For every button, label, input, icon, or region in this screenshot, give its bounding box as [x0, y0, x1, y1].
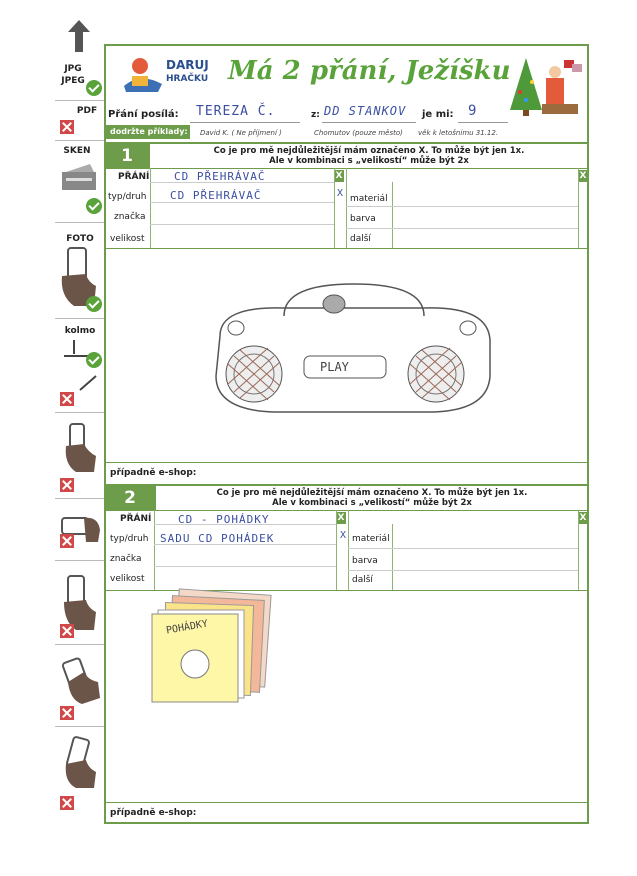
brand-label: značka [114, 212, 146, 222]
city-example: Chomutov (pouze město) [314, 129, 403, 137]
cd-stack-drawing [144, 588, 284, 708]
sidebar-jpeg-label: JPEG [61, 76, 85, 86]
sender-name[interactable]: TEREZA Č. [196, 104, 276, 119]
logo-text-bottom: HRAČKU [166, 74, 209, 84]
page-title: Má 2 přání, Ježíšku [228, 56, 511, 86]
size-label: velikost [110, 234, 145, 244]
cross-icon [60, 478, 74, 492]
check-icon [86, 80, 102, 96]
wish-instruction [160, 488, 584, 508]
color-label: barva [352, 556, 378, 566]
sender-city[interactable]: DD STANKOV [324, 104, 407, 118]
phone-hand-icon [62, 422, 102, 478]
phone-hand-icon [58, 656, 102, 706]
tilted-phone-icon [76, 374, 102, 394]
examples-label: dodržte příklady: [104, 125, 190, 139]
x-column-header: X [337, 513, 345, 523]
cross-icon [60, 120, 74, 134]
phone-hand-icon [62, 736, 102, 792]
sender-age[interactable]: 9 [468, 103, 478, 119]
other-label: další [350, 234, 371, 244]
wish-label: PŘÁNÍ [120, 514, 152, 524]
drawing-label: POHÁDKY [165, 618, 209, 637]
type-value[interactable]: CD PŘEHRÁVAČ [170, 189, 262, 202]
brand-label: značka [110, 554, 142, 564]
name-example: David K. ( Ne příjmení ) [200, 129, 282, 137]
eshop-label: případně e-shop: [110, 468, 197, 478]
city-label: z: [311, 110, 320, 120]
age-example: věk k letošnímu 31.12. [418, 129, 499, 137]
drawing-label: PLAY [320, 360, 349, 374]
age-label: je mi: [422, 109, 454, 120]
wish-number: 2 [104, 486, 156, 510]
gift-logo-icon [118, 52, 168, 96]
type-mark[interactable]: X [337, 188, 345, 199]
cross-icon [60, 706, 74, 720]
wish-value[interactable]: CD - POHÁDKY [178, 513, 270, 526]
material-label: materiál [352, 534, 390, 544]
size-label: velikost [110, 574, 145, 584]
sidebar-kolmo-label: kolmo [64, 326, 96, 336]
sidebar-foto-label: FOTO [66, 234, 94, 244]
material-label: materiál [350, 194, 388, 204]
wish-value[interactable]: CD PŘEHRÁVAČ [174, 170, 266, 183]
x-column-header: X [579, 513, 587, 523]
instruction-line-2: Ale v kombinaci s „velikostí“ může být 2x [269, 156, 469, 166]
arrow-up-icon [68, 20, 90, 52]
sender-label: Přání posílá: [108, 109, 179, 120]
wish-number: 1 [104, 144, 150, 168]
instruction-line-1: Co je pro mě nejdůležitější mám označeno X. To může být jen 1x. [216, 488, 528, 498]
cross-icon [60, 624, 74, 638]
check-icon [86, 352, 102, 368]
x-column-header: X [579, 171, 587, 181]
cross-icon [60, 392, 74, 406]
sidebar-pdf-label: PDF [76, 106, 98, 116]
instruction-line-2: Ale v kombinaci s „velikostí“ může být 2x [272, 498, 472, 508]
instruction-line-1: Co je pro mě nejdůležitější mám označeno X. To může být jen 1x. [213, 146, 525, 156]
eshop-label: případně e-shop: [110, 808, 197, 818]
type-label: typ/druh [108, 192, 147, 202]
x-column-header: X [335, 171, 343, 181]
wish-instruction [154, 146, 584, 166]
type-value[interactable]: SADU CD POHÁDEK [160, 532, 275, 545]
cross-icon [60, 534, 74, 548]
christmas-tree-icon [506, 52, 586, 118]
cd-player-drawing [204, 256, 504, 426]
check-icon [86, 296, 102, 312]
other-label: další [352, 575, 373, 585]
cross-icon [60, 796, 74, 810]
wish-label: PŘÁNÍ [118, 172, 150, 182]
scanner-icon [60, 160, 100, 194]
color-label: barva [350, 214, 376, 224]
logo-text-top: DARUJ [166, 58, 209, 72]
type-label: typ/druh [110, 534, 149, 544]
wish-section-2 [104, 486, 589, 822]
sidebar-sken-label: SKEN [63, 146, 91, 156]
check-icon [86, 198, 102, 214]
wish-section-1 [104, 144, 589, 482]
type-mark[interactable]: X [340, 530, 348, 541]
sidebar-jpg-label: JPG [64, 64, 82, 74]
